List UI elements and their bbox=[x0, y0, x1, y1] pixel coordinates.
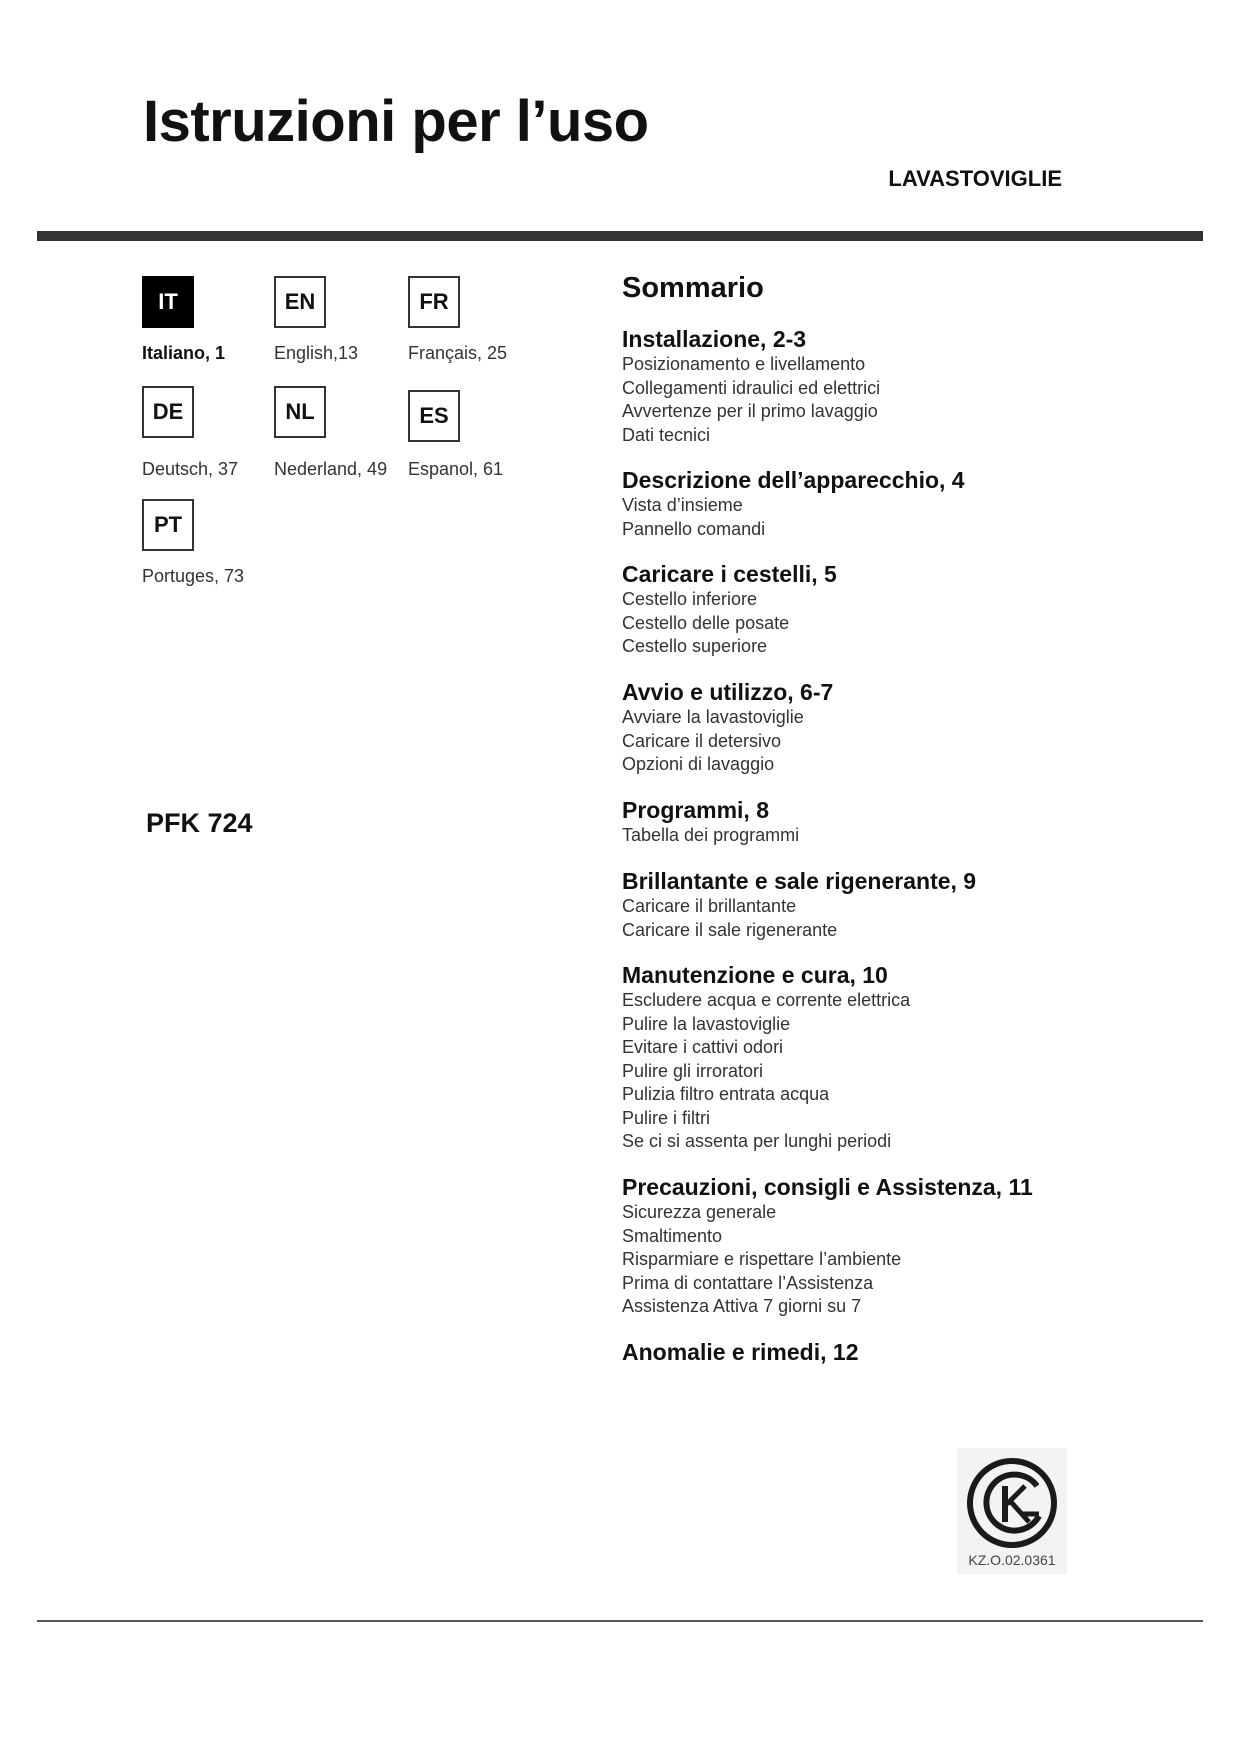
toc-item[interactable]: Avviare la lavastoviglie bbox=[622, 707, 804, 727]
toc-heading[interactable]: Manutenzione e cura, 10 bbox=[622, 962, 888, 988]
toc-heading[interactable]: Installazione, 2-3 bbox=[622, 326, 807, 352]
toc-section-manutenzione bbox=[622, 961, 910, 1154]
toc-heading[interactable]: Brillantante e sale rigenerante, 9 bbox=[622, 868, 977, 894]
toc-item[interactable]: Prima di contattare l’Assistenza bbox=[622, 1272, 874, 1293]
lang-it[interactable] bbox=[142, 276, 226, 363]
toc-item[interactable]: Pannello comandi bbox=[622, 518, 766, 539]
lang-nl[interactable] bbox=[274, 386, 388, 479]
toc-heading[interactable]: Precauzioni, consigli e Assistenza, 11 bbox=[622, 1174, 1033, 1200]
toc-section-descrizione bbox=[622, 466, 965, 541]
toc-item[interactable]: Dati tecnici bbox=[622, 424, 711, 445]
certification-code: KZ.O.02.0361 bbox=[968, 1552, 1056, 1568]
toc-heading[interactable]: Descrizione dell’apparecchio, 4 bbox=[622, 467, 965, 493]
lang-label: Nederland, 49 bbox=[274, 459, 388, 479]
toc-item[interactable]: Collegamenti idraulici ed elettrici bbox=[622, 377, 881, 398]
toc-item[interactable]: Caricare il sale rigenerante bbox=[622, 919, 838, 940]
toc-item[interactable]: Caricare il brillantante bbox=[622, 896, 797, 916]
lang-label: Français, 25 bbox=[408, 343, 508, 363]
toc-item[interactable]: Se ci si assenta per lunghi periodi bbox=[622, 1131, 892, 1151]
toc-heading[interactable]: Avvio e utilizzo, 6-7 bbox=[622, 679, 834, 705]
toc-item[interactable]: Cestello inferiore bbox=[622, 589, 758, 609]
toc-item[interactable]: Pulire i filtri bbox=[622, 1107, 711, 1128]
toc-heading[interactable]: Programmi, 8 bbox=[622, 797, 769, 823]
lang-de[interactable] bbox=[142, 386, 239, 479]
toc-item[interactable]: Tabella dei programmi bbox=[622, 825, 800, 845]
toc-item[interactable]: Vista d’insieme bbox=[622, 495, 743, 515]
toc-item[interactable]: Evitare i cattivi odori bbox=[622, 1037, 784, 1057]
toc-item[interactable]: Posizionamento e livellamento bbox=[622, 354, 866, 374]
lang-code-box: DE bbox=[142, 386, 194, 438]
lang-label: English,13 bbox=[274, 343, 359, 363]
kg-certification-mark-icon bbox=[965, 1456, 1059, 1550]
toc-section-cestelli bbox=[622, 560, 837, 659]
toc-item[interactable]: Escludere acqua e corrente elettrica bbox=[622, 990, 911, 1010]
toc-item[interactable]: Opzioni di lavaggio bbox=[622, 754, 775, 774]
toc-item[interactable]: Cestello delle posate bbox=[622, 612, 790, 633]
toc-item[interactable]: Pulire la lavastoviglie bbox=[622, 1013, 791, 1034]
toc-section-programmi bbox=[622, 796, 799, 848]
toc-item[interactable]: Risparmiare e rispettare l’ambiente bbox=[622, 1249, 902, 1269]
lang-label: Espanol, 61 bbox=[408, 459, 504, 479]
toc-section-installazione bbox=[622, 325, 880, 447]
toc-item[interactable]: Smaltimento bbox=[622, 1225, 723, 1246]
toc-section-avvio bbox=[622, 678, 833, 777]
lang-code-box: EN bbox=[274, 276, 326, 328]
certification-logo bbox=[957, 1448, 1067, 1574]
lang-label: Italiano, 1 bbox=[142, 343, 226, 363]
lang-code-box: ES bbox=[408, 390, 460, 442]
lang-code-box: IT bbox=[142, 276, 194, 328]
lang-es[interactable] bbox=[408, 390, 504, 479]
toc-item[interactable]: Caricare il detersivo bbox=[622, 730, 782, 751]
toc-item[interactable]: Sicurezza generale bbox=[622, 1202, 777, 1222]
lang-code-box: NL bbox=[274, 386, 326, 438]
footer-divider bbox=[37, 1620, 1203, 1622]
lang-code-box: FR bbox=[408, 276, 460, 328]
lang-en[interactable] bbox=[274, 276, 359, 363]
lang-pt[interactable] bbox=[142, 499, 245, 586]
toc-heading[interactable]: Caricare i cestelli, 5 bbox=[622, 561, 837, 587]
model-number: PFK 724 bbox=[146, 808, 253, 838]
lang-label: Deutsch, 37 bbox=[142, 459, 239, 479]
toc-item[interactable]: Avvertenze per il primo lavaggio bbox=[622, 401, 878, 421]
document-title: Istruzioni per l’uso bbox=[143, 89, 649, 154]
lang-code-box: PT bbox=[142, 499, 194, 551]
summary-title: Sommario bbox=[622, 272, 764, 304]
toc-item[interactable]: Assistenza Attiva 7 giorni su 7 bbox=[622, 1296, 862, 1316]
toc-item[interactable]: Cestello superiore bbox=[622, 636, 768, 656]
toc-heading[interactable]: Anomalie e rimedi, 12 bbox=[622, 1339, 859, 1365]
toc-section-brillantante bbox=[622, 867, 976, 942]
header-divider bbox=[37, 231, 1203, 241]
toc-section-anomalie bbox=[622, 1338, 858, 1366]
toc-section-precauzioni bbox=[622, 1173, 1033, 1319]
toc-item[interactable]: Pulire gli irroratori bbox=[622, 1060, 764, 1081]
lang-fr[interactable] bbox=[408, 276, 508, 363]
toc-item[interactable]: Pulizia filtro entrata acqua bbox=[622, 1084, 830, 1104]
document-subtitle: LAVASTOVIGLIE bbox=[888, 166, 1062, 191]
lang-label: Portuges, 73 bbox=[142, 566, 245, 586]
